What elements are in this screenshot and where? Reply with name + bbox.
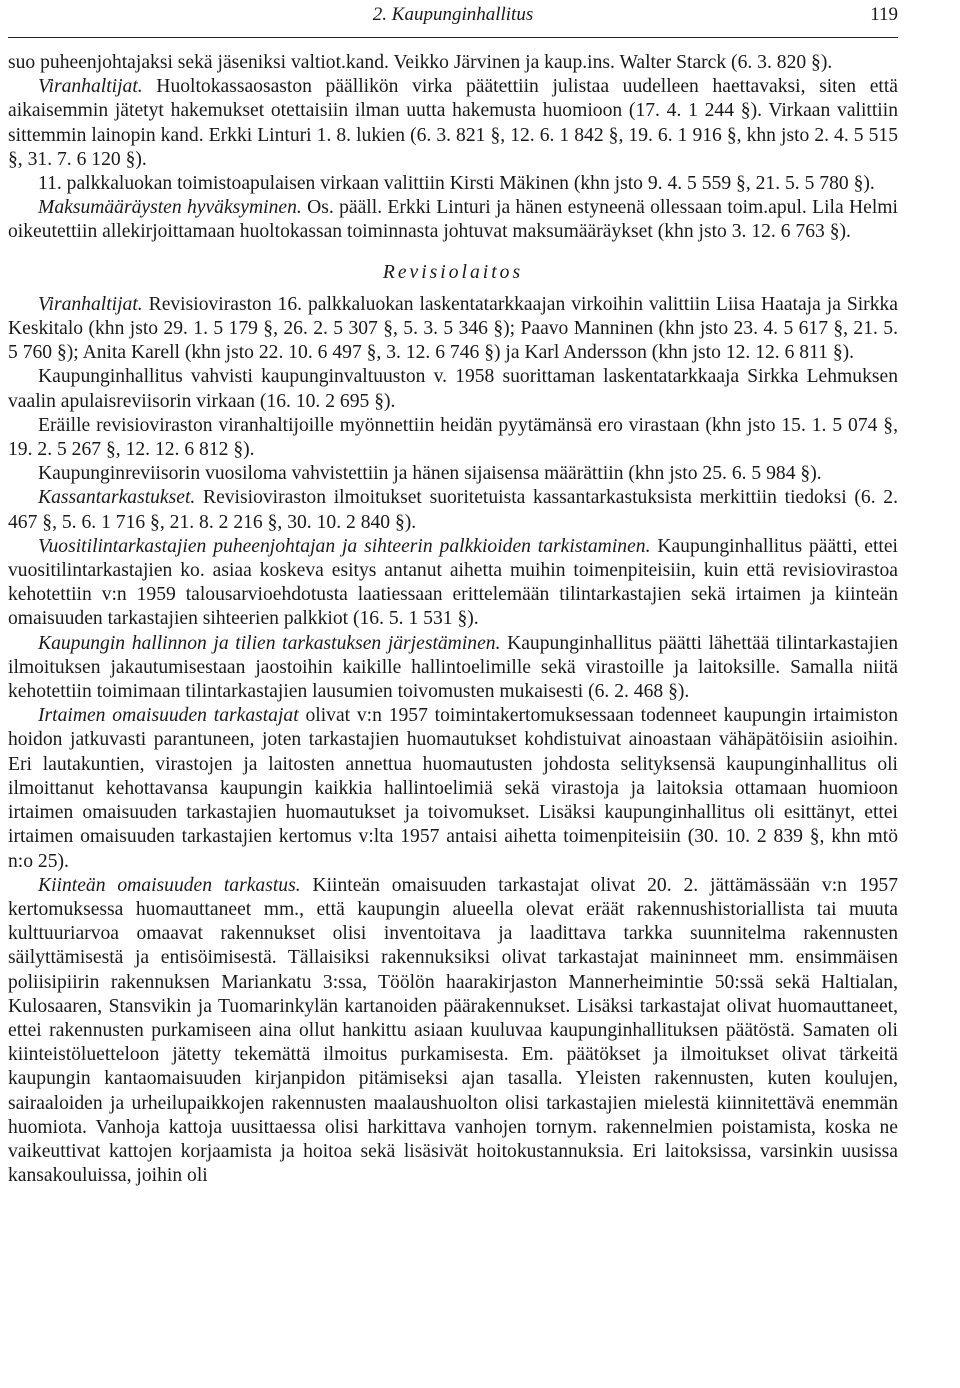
- paragraph-italic-lead: Kiinteän omaisuuden tarkastus.: [38, 874, 301, 896]
- paragraph: [8, 462, 898, 486]
- paragraph-italic-lead: Maksumääräysten hyväksyminen.: [38, 197, 302, 219]
- header-title: 2. Kaupunginhallitus: [372, 4, 534, 25]
- paragraph-text: olivat v:n 1957 toimintakertomuksessaan todenneet kaupungin irtaimiston hoidon jatkuvasti parantuneen, joten tarkastajien huomautukset kohdistuivat ainoastaan vähäpätöisiin asioihin. Eri lautakuntien, virastojen ja laitosten annettua huomautusten johdosta selityksensä kaupunginhallitus oli ilmoittanut kehottavansa kaupungin kaikkia hallintoelimiä sekä virastoja ja laitoksia ottamaan huomioon irtaimen omaisuuden tarkastajien huomautukset ja toivomukset. Lisäksi kaupunginhallitus oli esittänyt, ettei irtaimen omaisuuden tarkastajien kertomus v:lta 1957 antaisi aihetta toimenpiteisiin (30. 10. 2 839 §, khn mtö n:o 25).: [8, 705, 898, 872]
- paragraph-text: Os. pääll. Erkki Linturi ja hänen estyneenä ollessaan toim.apul. Lila Helmi oikeutettiin allekirjoittamaan huoltokassan toiminnasta johtuvat maksumääräykset (khn jsto 3. 12. 6 763 §).: [8, 197, 898, 243]
- paragraph: [8, 535, 898, 632]
- paragraph: [8, 365, 898, 413]
- running-header: [8, 2, 898, 30]
- paragraph-text: suo puheenjohtajaksi sekä jäseniksi valtiot.kand. Veikko Järvinen ja kaup.ins. Walter Starck (6. 3. 820 §).: [8, 52, 833, 73]
- paragraph-text: 11. palkkaluokan toimistoapulaisen virkaan valittiin Kirsti Mäkinen (khn jsto 9. 4. 5 559 §, 21. 5. 5 780 §).: [38, 173, 875, 195]
- page-number: 119: [870, 4, 898, 25]
- paragraph: [8, 51, 898, 75]
- paragraph: [8, 874, 898, 1189]
- paragraph: [8, 293, 898, 366]
- paragraph: [8, 75, 898, 172]
- paragraph-text: Kiinteän omaisuuden tarkastajat olivat 20. 2. jättämässään v:n 1957 kertomuksessa huomauttaneet mm., että kaupungin alueella olevat eräät rakennushistoriallista tai muuta kulttuuriarvoa omaavat rakennukset olisi inventoitava ja laadittava tarkka suunnitelma rakennusten säilyttämisestä ja entisöimisestä. Tällaisiksi rakennuksiksi olivat tarkastajat maininneet mm. ensimmäisen poliisipiirin rakennuksen Mariankatu 3:ssa, Töölön haarakirjaston Mannerheimintie 50:ssä sekä Haltialan, Kulosaaren, Stansvikin ja Tuomarinkylän kartanoiden päärakennukset. Lisäksi tarkastajat olivat huomauttaneet, ettei rakennusten purkamiseen aina ollut hankittu asiaan kuuluvaa kaupunginhallituksen päätöstä. Samaten oli kiinteistöluetteloon jätetty tekemättä ilmoitus purkamisesta. Em. päätökset ja ilmoitukset olivat tärkeitä kaupungin kantaomaisuuden kirjanpidon pitämiseksi ajan tasalla. Yleisten rakennusten, kuten koulujen, sairaaloiden ja urheilupaikkojen rakennusten maalaushuolton olisi tarkastajien mielestä kiinnitettävä enemmän huomiota. Vanhoja kattoja uusittaessa olisi harkittava vanhojen tornym. rakennelmien poistamista, koska ne vaikeuttivat kattojen korjaamista ja hoitoa sekä lisäsivät hoitokustannuksia. Eri laitoksissa, varsinkin uusissa kansakouluissa, joihin oli: [8, 874, 899, 1187]
- paragraph: [8, 414, 898, 462]
- section-heading: Revisiolaitos: [382, 261, 524, 283]
- paragraph-text: Revisioviraston ilmoitukset suoritetuista kassantarkastuksista merkittiin tiedoksi (6. 2. 467 §, 5. 6. 1 716 §, 21. 8. 2 216 §, 30. 10. 2 840 §).: [8, 487, 898, 533]
- paragraph-text: Kaupunginreviisorin vuosiloma vahvistettiin ja hänen sijaisensa määrättiin (khn jsto 25. 6. 5 984 §).: [38, 463, 822, 485]
- paragraph-text: Kaupunginhallitus päätti, ettei vuositilintarkastajien ko. asiaa koskeva esitys antanut aihetta muihin toimenpiteisiin, kuin että revisiovirastoa kehotettiin v:n 1959 talousarvioehdotusta laatiessaan erittelemään tilintarkastajien sekä irtaimen ja kiinteän omaisuuden tarkastajien sihteerien palkkiot (16. 5. 1 531 §).: [8, 535, 898, 630]
- paragraph-text: Revisioviraston 16. palkkaluokan laskentatarkkaajan virkoihin valittiin Liisa Haataja ja Sirkka Keskitalo (khn jsto 29. 1. 5 179 §, 26. 2. 5 307 §, 5. 3. 5 346 §); Paavo Manninen (khn jsto 23. 4. 5 617 §, 21. 5. 5 760 §); Anita Karell (khn jsto 22. 10. 6 497 §, 3. 12. 6 746 §) ja Karl Andersson (khn jsto 12. 12. 6 811 §).: [8, 293, 898, 364]
- paragraph-text: Kaupunginhallitus vahvisti kaupunginvaltuuston v. 1958 suorittaman laskentatarkkaaja Sirkka Lehmuksen vaalin apulaisreviisorin virkaan (16. 10. 2 695 §).: [8, 366, 898, 412]
- paragraph-italic-lead: Viranhaltijat.: [38, 293, 143, 315]
- paragraph-italic-lead: Kaupungin hallinnon ja tilien tarkastuksen järjestäminen.: [38, 632, 501, 654]
- paragraph-italic-lead: Vuositilintarkastajien puheenjohtajan ja sihteerin palkkioiden tarkistaminen.: [38, 535, 651, 557]
- paragraph: [8, 486, 898, 534]
- paragraph: [8, 172, 898, 196]
- header-rule: [8, 37, 898, 38]
- document-page: [8, 0, 898, 1388]
- paragraph-text: Kaupunginhallitus päätti lähettää tilintarkastajien ilmoituksen jakautumisestaan jaostoihin kaikille hallintoelimille sekä virastoille ja laitoksille. Samalla niitä kehotettiin toimimaan tilintarkastajien lausumien toivomusten mukaisesti (6. 2. 468 §).: [8, 632, 898, 703]
- paragraph: [8, 196, 898, 244]
- paragraph-italic-lead: Irtaimen omaisuuden tarkastajat: [38, 705, 299, 727]
- paragraph-text: Eräille revisioviraston viranhaltijoille myönnettiin heidän pyytämänsä ero virastaan (khn jsto 15. 1. 5 074 §, 19. 2. 5 267 §, 12. 12. 6 812 §).: [8, 414, 898, 461]
- body-text: [8, 51, 898, 1188]
- paragraph-italic-lead: Viranhaltijat.: [38, 76, 143, 98]
- paragraph: [8, 704, 898, 873]
- paragraph-text: Huoltokassaosaston päällikön virka päätettiin julistaa uudelleen haettavaksi, siten että aikaisemmin jätetyt hakemukset otettaisiin ilman uutta hakemusta huomioon (17. 4. 1 244 §). Virkaan valittiin sittemmin lainopin kand. Erkki Linturi 1. 8. lukien (6. 3. 821 §, 12. 6. 1 842 §, 19. 6. 1 916 §, khn jsto 2. 4. 5 515 §, 31. 7. 6 120 §).: [8, 76, 898, 170]
- paragraph-italic-lead: Kassantarkastukset.: [38, 487, 196, 509]
- paragraph: [8, 632, 898, 705]
